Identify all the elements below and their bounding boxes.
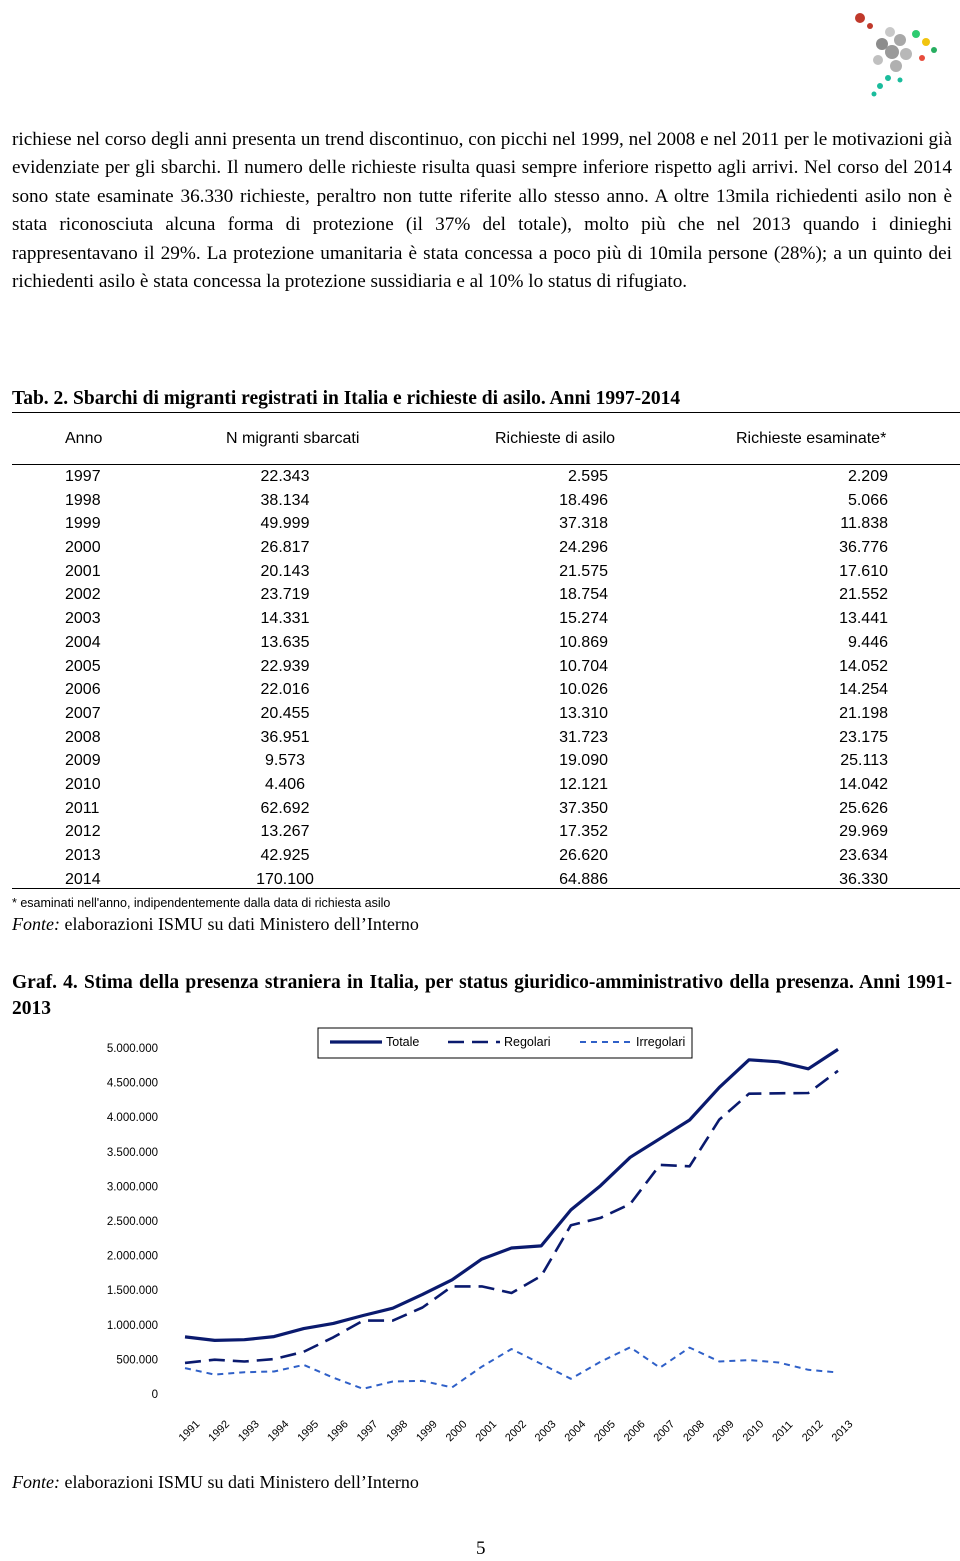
- legend-label: Irregolari: [636, 1035, 686, 1049]
- table-note: * esaminati nell'anno, indipendentemente dalla data di richiesta asilo: [12, 896, 391, 910]
- table-cell: 11.838: [840, 515, 888, 533]
- table-row: [12, 656, 960, 680]
- x-tick-label: 1993: [235, 1418, 262, 1445]
- table-cell: 36.776: [839, 539, 888, 557]
- table-header-rule: [12, 464, 960, 465]
- table-cell: 37.318: [559, 515, 608, 533]
- x-tick-label: 1996: [325, 1418, 351, 1445]
- graph-source-label: Fonte:: [12, 1472, 60, 1492]
- table-cell: 13.441: [839, 610, 888, 628]
- table-cell: 25.626: [839, 799, 888, 817]
- table-row: [12, 727, 960, 751]
- table-cell: 22.939: [260, 657, 310, 675]
- table-cell: 62.692: [260, 799, 310, 817]
- header-anno: Anno: [65, 430, 103, 447]
- x-tick-label: 2004: [562, 1418, 589, 1445]
- table-body: [12, 466, 960, 892]
- table-cell: 14.254: [839, 681, 888, 699]
- table-cell: 9.573: [264, 752, 306, 770]
- y-tick-label: 2.500.000: [106, 1216, 158, 1228]
- y-tick-label: 3.000.000: [106, 1181, 158, 1194]
- table-row: [12, 513, 960, 537]
- x-tick-label: 1994: [265, 1418, 292, 1445]
- table-cell: 1998: [65, 491, 101, 509]
- table-row: [12, 821, 960, 845]
- y-tick-label: 4.000.000: [106, 1112, 158, 1125]
- header-esaminate: Richieste esaminate*: [736, 430, 887, 447]
- table-cell: 13.310: [559, 704, 608, 722]
- table-cell: 22.343: [260, 468, 310, 485]
- table-cell: 2011: [65, 799, 100, 817]
- table-cell: 19.090: [559, 752, 608, 770]
- page-number: 5: [476, 1538, 486, 1559]
- migrants-table: [12, 420, 960, 888]
- x-tick-label: 1998: [384, 1418, 411, 1445]
- table-cell: 10.704: [559, 657, 608, 675]
- table-cell: 15.274: [559, 610, 608, 628]
- y-tick-label: 3.500.000: [106, 1146, 158, 1159]
- table-cell: 24.296: [559, 539, 608, 557]
- header-richieste: Richieste di asilo: [495, 430, 616, 447]
- x-tick-label: 1995: [295, 1418, 322, 1445]
- table-cell: 36.330: [839, 870, 888, 888]
- x-tick-label: 2007: [651, 1418, 678, 1445]
- table-cell: 25.113: [840, 752, 888, 770]
- x-tick-label: 2001: [473, 1418, 500, 1445]
- table-cell: 36.951: [260, 728, 310, 746]
- table-cell: 2001: [65, 562, 101, 580]
- legend-label: Totale: [386, 1035, 420, 1049]
- table-cell: 2004: [65, 633, 101, 651]
- table-cell: 20.455: [260, 704, 310, 722]
- table-cell: 2006: [65, 681, 101, 699]
- x-tick-label: 2003: [532, 1418, 559, 1445]
- x-tick-label: 2010: [740, 1418, 767, 1445]
- ismu-logo: [838, 6, 948, 102]
- table-cell: 2002: [65, 586, 101, 604]
- table-cell: 2013: [65, 847, 101, 864]
- y-tick-label: 1.500.000: [106, 1285, 158, 1298]
- table-cell: 49.999: [260, 515, 310, 533]
- table-row: [12, 584, 960, 608]
- header-migranti: N migranti sbarcati: [226, 430, 360, 447]
- x-tick-label: 1997: [354, 1418, 381, 1445]
- presence-line-chart: [0, 1020, 960, 1480]
- table-row: [12, 703, 960, 727]
- table-row: [12, 679, 960, 703]
- table-cell: 18.496: [559, 491, 608, 509]
- series-line-totale: [185, 1049, 838, 1340]
- table-cell: 9.446: [847, 633, 888, 651]
- legend-label: Regolari: [504, 1035, 551, 1049]
- table-cell: 10.026: [559, 681, 608, 699]
- table-row: [12, 750, 960, 774]
- table-cell: 2000: [65, 539, 101, 557]
- table-cell: 14.042: [839, 775, 888, 793]
- table-cell: 17.352: [559, 823, 608, 841]
- table-row: [12, 845, 960, 869]
- table-cell: 2005: [65, 657, 101, 675]
- table-cell: 5.066: [847, 491, 888, 509]
- table-cell: 2.209: [847, 468, 888, 485]
- x-tick-label: 2000: [443, 1418, 470, 1445]
- table-cell: 2007: [65, 704, 101, 722]
- table-top-rule: [12, 412, 960, 413]
- table-source-label: Fonte:: [12, 914, 60, 934]
- table-cell: 21.198: [839, 704, 888, 722]
- table-row: [12, 561, 960, 585]
- x-tick-label: 2011: [770, 1418, 796, 1445]
- table-cell: 1999: [65, 515, 101, 533]
- table-cell: 2009: [65, 752, 101, 770]
- table-cell: 23.719: [260, 586, 310, 604]
- table-bottom-rule: [12, 888, 960, 889]
- table-cell: 18.754: [559, 586, 608, 604]
- x-tick-label: 1991: [176, 1418, 203, 1445]
- y-tick-label: 2.000.000: [106, 1250, 158, 1263]
- table-cell: 38.134: [260, 491, 310, 509]
- table-cell: 12.121: [559, 775, 608, 793]
- x-tick-label: 2013: [829, 1418, 856, 1445]
- table-cell: 13.635: [260, 633, 310, 651]
- table-cell: 2003: [65, 610, 101, 628]
- table-cell: 26.817: [260, 539, 310, 557]
- x-tick-label: 2008: [681, 1418, 708, 1445]
- y-tick-label: 500.000: [116, 1354, 158, 1367]
- table-cell: 29.969: [839, 823, 888, 841]
- graph-title: Graf. 4. Stima della presenza straniera in Italia, per status giuridico-amministrativo della presenza. Anni 1991-2013: [12, 972, 952, 1019]
- x-tick-label: 1999: [414, 1418, 440, 1445]
- y-tick-label: 1.000.000: [106, 1319, 158, 1332]
- table-cell: 2.595: [567, 468, 608, 485]
- table-row: [12, 632, 960, 656]
- table-cell: 1997: [65, 468, 101, 485]
- table-cell: 42.925: [260, 847, 310, 864]
- x-tick-label: 2009: [710, 1418, 737, 1445]
- table-cell: 21.575: [559, 562, 608, 580]
- table-cell: 37.350: [559, 799, 608, 817]
- table-cell: 10.869: [559, 633, 608, 651]
- graph-source-text: elaborazioni ISMU su dati Ministero dell’Interno: [59, 1472, 419, 1492]
- table-cell: 23.175: [839, 728, 888, 746]
- table-cell: 20.143: [260, 562, 310, 580]
- table-row: [12, 608, 960, 632]
- graph-source: [12, 1472, 419, 1493]
- table-source-text: elaborazioni ISMU su dati Ministero dell’Interno: [59, 914, 419, 934]
- table-row: [12, 798, 960, 822]
- table-cell: 17.610: [839, 562, 888, 580]
- table-cell: 2014: [65, 870, 101, 888]
- table-row: [12, 466, 960, 490]
- table-cell: 26.620: [559, 847, 608, 864]
- table-row: [12, 774, 960, 798]
- table-header: [12, 420, 960, 464]
- x-tick-label: 2012: [799, 1418, 826, 1445]
- table-cell: 170.100: [256, 870, 314, 888]
- table-cell: 2010: [65, 775, 101, 793]
- table-cell: 13.267: [260, 823, 310, 841]
- x-tick-label: 1992: [206, 1418, 233, 1445]
- table-cell: 2012: [65, 823, 101, 841]
- x-tick-label: 2005: [592, 1418, 618, 1445]
- y-tick-label: 4.500.000: [106, 1077, 158, 1090]
- table-cell: 2008: [65, 728, 101, 746]
- table-cell: 23.634: [839, 847, 888, 864]
- table-row: [12, 490, 960, 514]
- table-cell: 4.406: [264, 775, 306, 793]
- series-line-irregolari: [185, 1347, 838, 1389]
- table-cell: 14.331: [260, 610, 310, 628]
- y-tick-label: 0: [151, 1389, 158, 1401]
- table-cell: 22.016: [260, 681, 310, 699]
- series-line-regolari: [185, 1071, 838, 1363]
- y-tick-label: 5.000.000: [106, 1043, 158, 1055]
- x-tick-label: 2002: [503, 1418, 529, 1445]
- table-cell: 21.552: [839, 586, 888, 604]
- x-tick-label: 2006: [621, 1418, 648, 1445]
- table-cell: 64.886: [559, 870, 608, 888]
- body-paragraph: richiese nel corso degli anni presenta un trend discontinuo, con picchi nel 1999, nel 2008 e nel 2011 per le motivazioni già evidenziate per gli sbarchi. Il numero delle richieste risulta quasi sempre inferiore rispetto agli arrivi. Nel corso del 2014 sono state esaminate 36.330 richieste, peraltro non tutte riferite allo stesso anno. A oltre 13mila richiedenti asilo non è stata riconosciuta alcuna forma di protezione (il 37% del totale), molto più che nel 2013 quando i dinieghi rappresentavano il 29%. La protezione umanitaria è stata concessa a poco più di 10mila persone (28%); a un quinto dei richiedenti asilo è stata concessa la protezione sussidiaria e al 10% lo status di rifugiato.: [12, 129, 952, 293]
- table-cell: 31.723: [559, 728, 608, 746]
- table-title: Tab. 2. Sbarchi di migranti registrati in Italia e richieste di asilo. Anni 1997-2014: [12, 388, 681, 409]
- table-cell: 14.052: [839, 657, 888, 675]
- table-source: [12, 914, 419, 935]
- table-row: [12, 537, 960, 561]
